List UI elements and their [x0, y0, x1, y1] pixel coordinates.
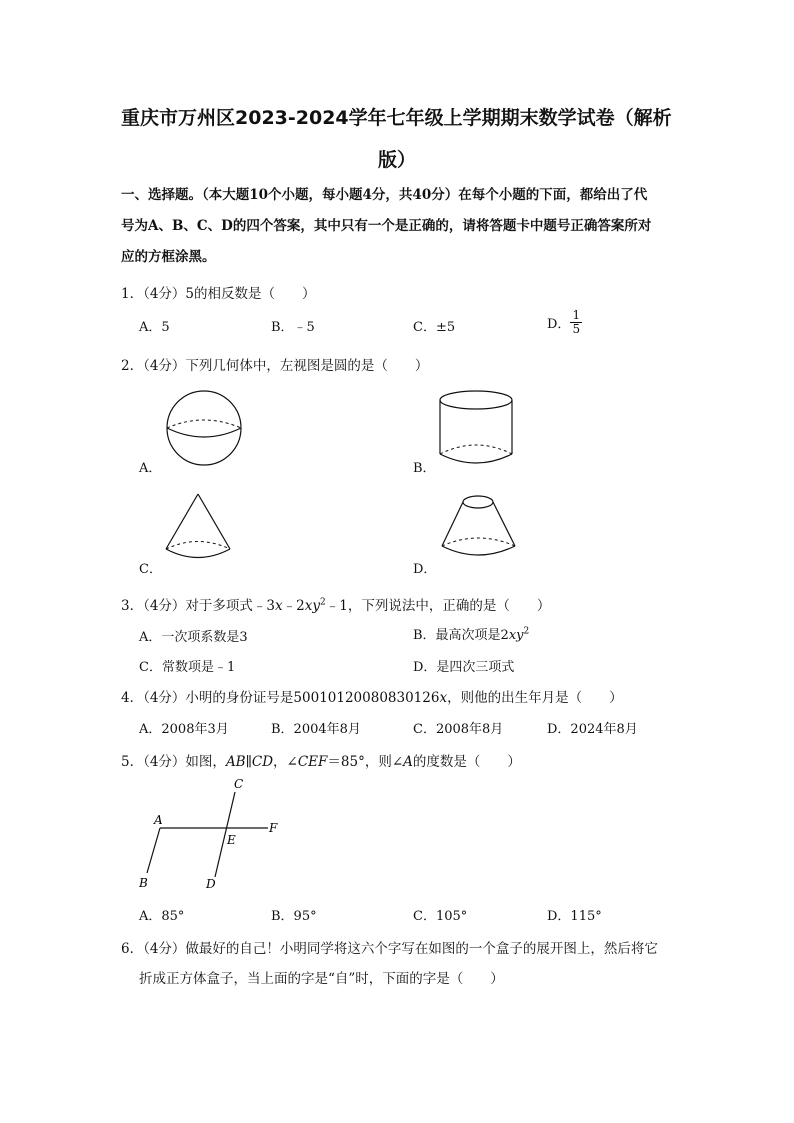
page-title-line1: 重庆市万州区2023-2024学年七年级上学期期末数学试卷（解析 — [121, 107, 672, 129]
question-4-option-d: D．2024年8月 — [547, 722, 638, 737]
question-1-option-d — [547, 309, 582, 336]
var-xy: xy — [304, 598, 320, 614]
q5-stem-pre: 5．（4分）如图， — [121, 754, 226, 770]
exponent: 2 — [320, 597, 326, 608]
question-1-option-a: A．5 — [139, 320, 170, 335]
q4-stem-pre: 4．（4分）小明的身份证号是50010120080830126 — [121, 690, 440, 706]
question-3-option-d: D．是四次三项式 — [413, 660, 515, 675]
q3-stem-mid: ﹣2 — [282, 598, 305, 614]
angle-cef: CEF — [297, 754, 328, 770]
question-2-stem: 2．（4分）下列几何体中，左视图是圆的是（ ） — [121, 358, 429, 374]
question-1-stem: 1．（4分）5的相反数是（ ） — [121, 286, 316, 302]
point-label-a: A — [154, 813, 163, 827]
question-5-option-d: D．115° — [547, 909, 602, 924]
question-5-option-c: C．105° — [413, 909, 468, 924]
fraction-denominator: 5 — [572, 322, 581, 336]
sphere-figure — [160, 388, 250, 468]
question-1-option-c: C．±5 — [413, 320, 456, 335]
question-4-option-c: C．2008年8月 — [413, 722, 504, 737]
option-d-label: D． — [547, 317, 571, 332]
fraction-numerator: 1 — [572, 308, 581, 322]
option-b-text: B．最高次项是2 — [413, 628, 509, 643]
question-5-option-b: B．95° — [271, 909, 317, 924]
q3-stem-pre: 3．（4分）对于多项式﹣3 — [121, 598, 276, 614]
page-title-line2: 版） — [378, 149, 417, 171]
question-1-option-b: B．﹣5 — [271, 320, 315, 335]
section-heading-line1: 一、选择题。（本大题10个小题，每小题4分，共40分）在每个小题的下面，都给出了代 — [121, 187, 648, 203]
question-4-option-a: A．2008年3月 — [139, 722, 229, 737]
question-5-option-a: A．85° — [139, 909, 185, 924]
question-6-stem-line1: 6．（4分）做最好的自己！小明同学将这六个字写在如图的一个盒子的展开图上，然后将它 — [121, 941, 658, 957]
question-2-option-d: D． — [413, 562, 437, 577]
question-2-option-b: B． — [413, 461, 436, 476]
q5-stem-mid: ，∠ — [273, 754, 298, 770]
question-6-stem-line2: 折成正方体盒子，当上面的字是“自”时，下面的字是（ ） — [139, 971, 504, 987]
question-3-option-c: C．常数项是﹣1 — [139, 660, 236, 675]
frustum-figure — [440, 494, 520, 564]
point-label-d: D — [206, 877, 216, 891]
var-x: x — [275, 598, 283, 614]
angle-a: A — [403, 754, 413, 770]
point-label-c: C — [234, 777, 244, 791]
question-5-stem — [121, 750, 521, 770]
cylinder-figure — [438, 388, 518, 468]
segment-ab: AB — [225, 754, 246, 770]
point-label-e: E — [227, 833, 236, 847]
section-heading-line3: 应的方框涂黑。 — [121, 249, 216, 265]
question-3-option-b — [413, 624, 529, 643]
var-xy: xy — [508, 628, 524, 643]
segment-cd: CD — [251, 754, 274, 770]
section-heading-line2: 号为A、B、C、D的四个答案，其中只有一个是正确的，请将答题卡中题号正确答案所对 — [121, 218, 652, 234]
var-x: x — [439, 690, 448, 706]
q4-stem-post: ，则他的出生年月是（ ） — [447, 690, 623, 706]
question-2-option-a: A． — [139, 461, 162, 476]
fraction-one-fifth — [570, 309, 582, 336]
q5-stem-post: 的度数是（ ） — [412, 754, 521, 770]
point-label-f: F — [269, 821, 278, 835]
q3-stem-post: ﹣1，下列说法中，正确的是（ ） — [325, 598, 551, 614]
parallel-symbol: ∥ — [245, 754, 252, 770]
question-3-option-a: A．一次项系数是3 — [139, 630, 248, 645]
point-label-b: B — [139, 876, 148, 890]
parallel-lines-figure — [130, 770, 290, 895]
question-4-stem — [121, 686, 623, 706]
question-2-option-c: C． — [139, 562, 162, 577]
exponent: 2 — [523, 626, 530, 637]
question-4-option-b: B．2004年8月 — [271, 722, 361, 737]
question-3-stem — [121, 594, 550, 614]
q5-stem-val: ＝85°，则∠ — [327, 754, 404, 770]
cone-figure — [163, 492, 233, 567]
